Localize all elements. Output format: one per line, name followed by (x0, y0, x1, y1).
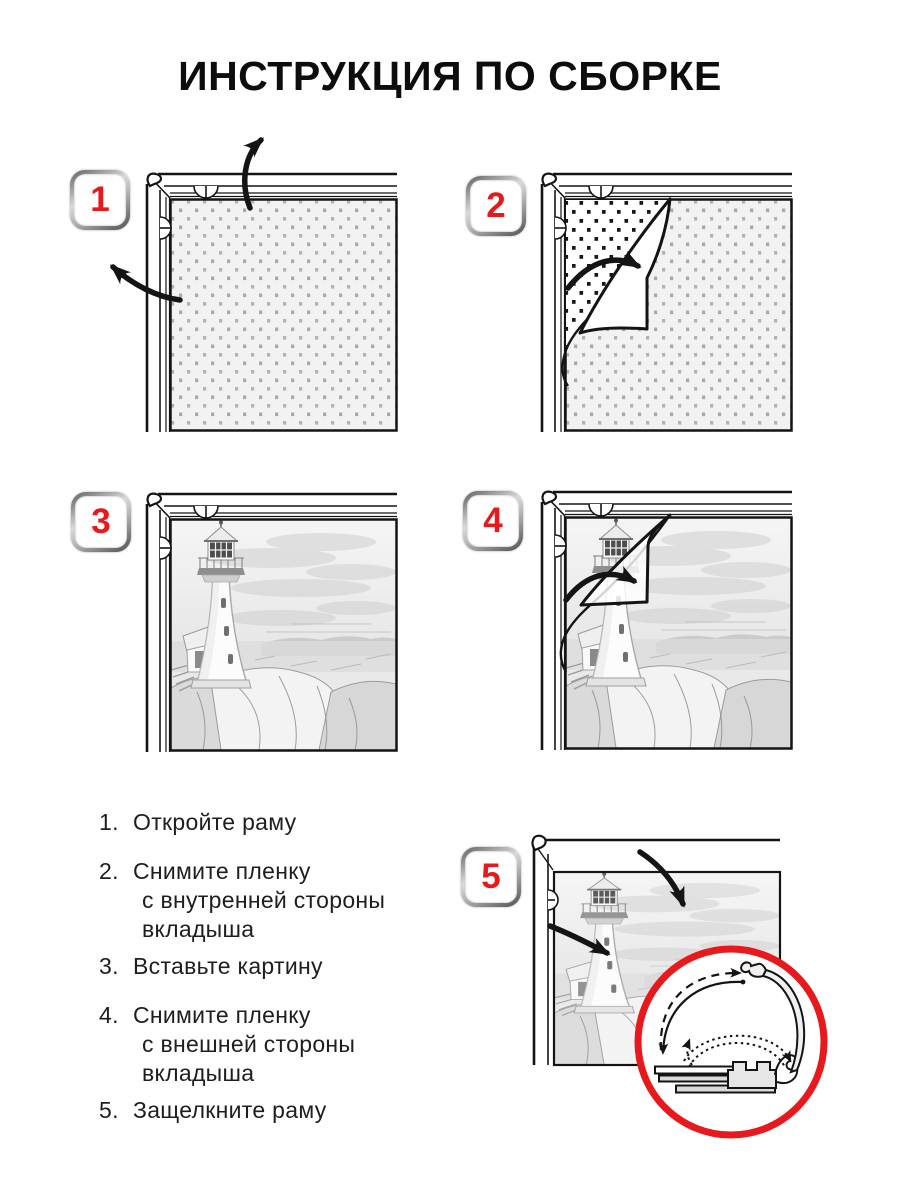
step-3-number: 3 (91, 501, 111, 541)
instruction-item-1 (99, 808, 489, 837)
frame-backing-dotted-panel (171, 200, 397, 431)
instruction-item-4 (99, 1001, 489, 1088)
page-title: ИНСТРУКЦИЯ ПО СБОРКЕ (178, 53, 722, 99)
step-4-number: 4 (483, 500, 503, 540)
step-5-number: 5 (481, 856, 501, 896)
instruction-item-5 (99, 1096, 489, 1125)
item-number: 5. (99, 1097, 119, 1123)
step-4-illustration (450, 443, 795, 753)
step-2-illustration (450, 125, 795, 435)
item-number: 4. (99, 1002, 119, 1028)
item-text: с внутренней стороны (142, 887, 386, 913)
step-1-number: 1 (90, 179, 110, 219)
item-text: вкладыша (142, 916, 255, 942)
item-text: вкладыша (142, 1060, 255, 1086)
item-number: 2. (99, 858, 119, 884)
item-number: 3. (99, 953, 119, 979)
frame-profile-magnifier (638, 949, 824, 1135)
instruction-item-2 (99, 857, 489, 944)
picture-sheet (659, 1076, 736, 1082)
item-number: 1. (99, 809, 119, 835)
step-5-illustration (455, 820, 875, 1200)
item-text: Откройте раму (133, 809, 297, 835)
step-3-illustration (95, 445, 405, 755)
instruction-item-3 (99, 952, 489, 981)
item-text: Вставьте картину (133, 953, 323, 979)
lighthouse-picture (171, 520, 396, 750)
item-text: с внешней стороны (142, 1031, 356, 1057)
item-text: Снимите пленку (133, 858, 311, 884)
item-text: Снимите пленку (133, 1002, 311, 1028)
step-2-number: 2 (486, 185, 506, 225)
lighthouse-picture (566, 518, 791, 748)
step-1-illustration (95, 125, 405, 435)
glass-sheet (655, 1067, 733, 1074)
magnifier-circle (638, 949, 824, 1135)
item-text: Защелкните раму (133, 1097, 327, 1123)
instructions-list (99, 808, 489, 1145)
